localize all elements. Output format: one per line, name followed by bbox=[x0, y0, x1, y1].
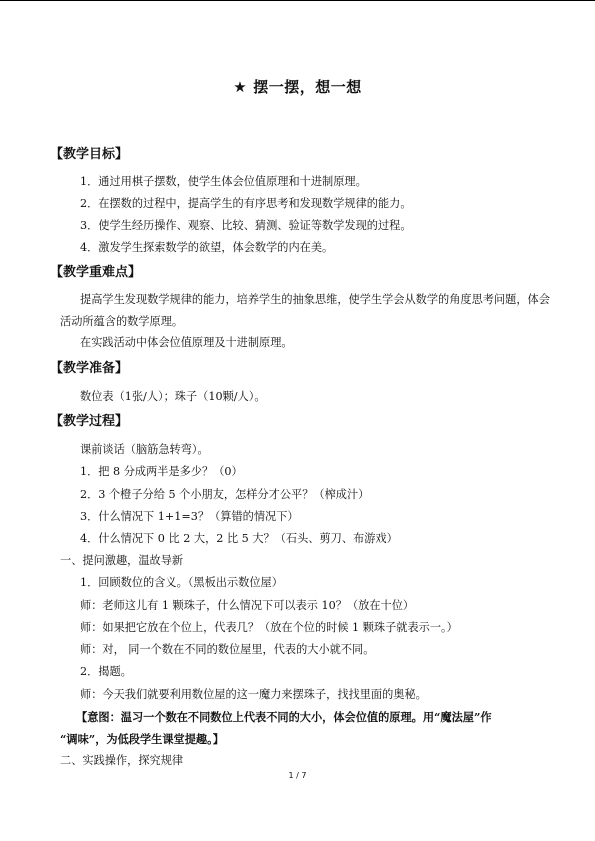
process-line-5: 4．什么情况下 0 比 2 大，2 比 5 大？（石头、剪刀、布游戏） bbox=[80, 532, 398, 545]
process-heading: 【教学过程】 bbox=[50, 414, 129, 429]
key-paragraph-2: 在实践活动中体会位值原理及十进制原理。 bbox=[80, 336, 293, 349]
key-paragraph-1 bbox=[60, 289, 555, 333]
intent-line-2: “调味”，为低段学生课堂提趣。】 bbox=[60, 732, 224, 746]
process-line-2: 1．把 8 分成两半是多少？（0） bbox=[80, 465, 243, 478]
title-text: 摆一摆，想一想 bbox=[253, 78, 362, 96]
process-line-11: 2．揭题。 bbox=[80, 665, 132, 678]
process-line-12: 师：今天我们就要利用数位屋的这一魔力来摆珠子，找找里面的奥秘。 bbox=[80, 688, 427, 701]
page-number: 1 / 7 bbox=[288, 771, 307, 780]
goal-item-4: 4．激发学生探索数学的欲望，体会数学的内在美。 bbox=[80, 241, 334, 254]
star-icon: ★ bbox=[233, 78, 248, 96]
process-line-7: 1．回顾数位的含义。（黑板出示数位屋） bbox=[80, 576, 283, 589]
goal-item-3: 3．使学生经历操作、观察、比较、猜测、验证等数学发现的过程。 bbox=[80, 219, 412, 232]
top-border bbox=[0, 0, 595, 1]
page-title bbox=[0, 76, 595, 97]
key-heading: 【教学重难点】 bbox=[50, 265, 142, 280]
prep-heading: 【教学准备】 bbox=[50, 361, 129, 376]
process-line-1: 课前谈话（脑筋急转弯）。 bbox=[80, 443, 209, 456]
goals-heading: 【教学目标】 bbox=[50, 147, 129, 162]
process-part-2-heading: 二、实践操作，探究规律 bbox=[60, 754, 184, 767]
goal-item-1: 1．通过用棋子摆数，使学生体会位值原理和十进制原理。 bbox=[80, 175, 367, 188]
process-part-1-heading: 一、提问激趣，温故导新 bbox=[60, 554, 184, 567]
goal-item-2: 2．在摆数的过程中，提高学生的有序思考和发现数学规律的能力。 bbox=[80, 197, 412, 210]
prep-text: 数位表（1张/人）；珠子（10颗/人）。 bbox=[80, 390, 266, 403]
process-line-3: 2．3 个橙子分给 5 个小朋友，怎样分才公平？（榨成汁） bbox=[80, 488, 370, 501]
intent-line-1: 【意图：温习一个数在不同数位上代表不同的大小，体会位值的原理。用“魔法屋”作 bbox=[76, 710, 492, 724]
process-line-9: 师：如果把它放在个位上，代表几？（放在个位的时候 1 颗珠子就表示一。） bbox=[80, 621, 458, 634]
process-line-4: 3．什么情况下 1+1=3？（算错的情况下） bbox=[80, 510, 299, 523]
process-line-8: 师：老师这儿有 1 颗珠子，什么情况下可以表示 10？（放在十位） bbox=[80, 599, 415, 612]
process-line-10: 师：对， 同一个数在不同的数位屋里，代表的大小就不同。 bbox=[80, 643, 375, 656]
key-paragraph-1-text: 提高学生发现数学规律的能力，培养学生的抽象思维，使学生学会从数学的角度思考问题，体会活动所蕴含的数学原理。 bbox=[60, 293, 550, 328]
